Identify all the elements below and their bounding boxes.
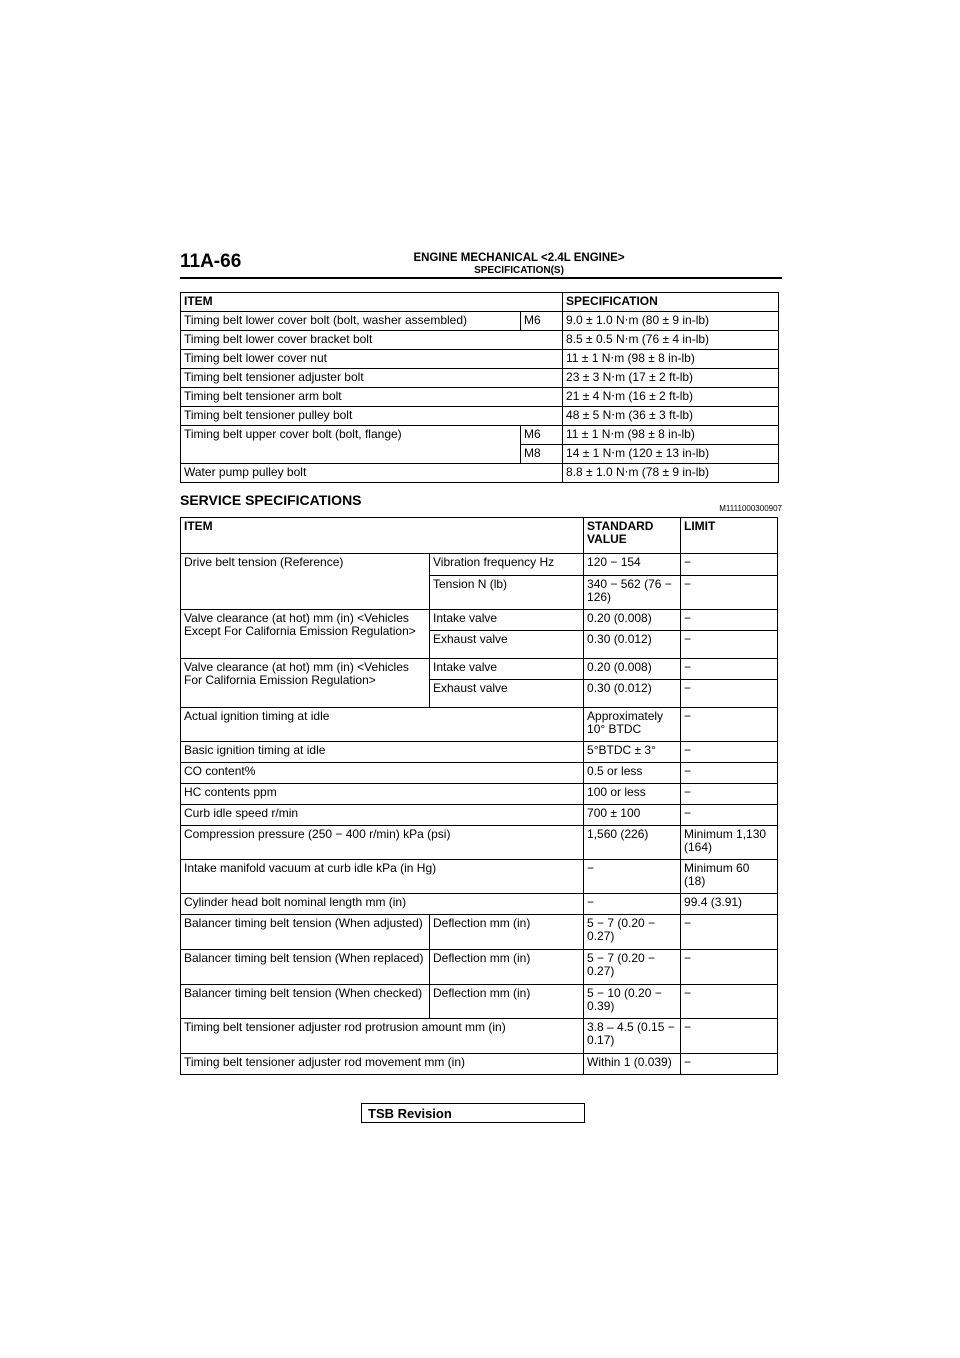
sub-item-cell: Vibration frequency Hz bbox=[430, 554, 584, 576]
table-row bbox=[181, 554, 778, 576]
table-row bbox=[181, 826, 778, 860]
standard-cell: 5 − 10 (0.20 − 0.39) bbox=[584, 985, 681, 1019]
page-number: 11A-66 bbox=[180, 251, 242, 272]
standard-cell: 0.20 (0.008) bbox=[584, 659, 681, 680]
header-cell-item: ITEM bbox=[181, 518, 584, 554]
table-row bbox=[181, 312, 779, 331]
item-cell: Intake manifold vacuum at curb idle kPa (in Hg) bbox=[181, 860, 584, 894]
standard-cell: 1,560 (226) bbox=[584, 826, 681, 860]
limit-cell: Minimum 1,130 (164) bbox=[681, 826, 778, 860]
tsb-revision-box: TSB Revision bbox=[361, 1103, 585, 1123]
chapter-title: ENGINE MECHANICAL <2.4L ENGINE> bbox=[413, 252, 625, 264]
table-row bbox=[181, 369, 779, 388]
table-row bbox=[181, 894, 778, 915]
item-cell bbox=[181, 445, 521, 464]
limit-cell: − bbox=[681, 784, 778, 805]
table-row bbox=[181, 985, 778, 1019]
spec-cell: 8.8 ± 1.0 N⋅m (78 ± 9 in-lb) bbox=[563, 464, 779, 483]
limit-cell: − bbox=[681, 763, 778, 784]
limit-cell: − bbox=[681, 631, 778, 659]
standard-cell: 0.30 (0.012) bbox=[584, 680, 681, 708]
spec-cell: 11 ± 1 N⋅m (98 ± 8 in-lb) bbox=[563, 350, 779, 369]
table-row bbox=[181, 950, 778, 985]
limit-cell: Minimum 60 (18) bbox=[681, 860, 778, 894]
table-header-row bbox=[181, 518, 778, 554]
standard-cell: 340 − 562 (76 − 126) bbox=[584, 576, 681, 610]
limit-cell: − bbox=[681, 680, 778, 708]
item-cell: Cylinder head bolt nominal length mm (in) bbox=[181, 894, 584, 915]
header-cell-limit: LIMIT bbox=[681, 518, 778, 554]
table-row bbox=[181, 915, 778, 950]
header-cell-standard: STANDARD VALUE bbox=[584, 518, 681, 554]
item-cell: Timing belt upper cover bolt (bolt, flange) bbox=[181, 426, 521, 445]
item-cell: Valve clearance (at hot) mm (in) <Vehicles For California Emission Regulation> bbox=[181, 659, 430, 708]
standard-cell: 700 ± 100 bbox=[584, 805, 681, 826]
sub-item-cell: Intake valve bbox=[430, 659, 584, 680]
spec-cell: 9.0 ± 1.0 N⋅m (80 ± 9 in-lb) bbox=[563, 312, 779, 331]
table-header-row bbox=[181, 293, 779, 312]
sub-item-cell: Tension N (lb) bbox=[430, 576, 584, 610]
spec-cell: 8.5 ± 0.5 N⋅m (76 ± 4 in-lb) bbox=[563, 331, 779, 350]
limit-cell: − bbox=[681, 805, 778, 826]
item-cell: Timing belt tensioner pulley bolt bbox=[181, 407, 563, 426]
section-subtitle: SPECIFICATION(S) bbox=[474, 265, 564, 276]
standard-cell: 0.5 or less bbox=[584, 763, 681, 784]
table-row bbox=[181, 1019, 778, 1054]
item-cell: Timing belt tensioner adjuster rod protrusion amount mm (in) bbox=[181, 1019, 584, 1054]
standard-cell: 120 − 154 bbox=[584, 554, 681, 576]
limit-cell: − bbox=[681, 610, 778, 631]
sub-item-cell: Intake valve bbox=[430, 610, 584, 631]
limit-cell: − bbox=[681, 659, 778, 680]
spec-cell: 21 ± 4 N⋅m (16 ± 2 ft-lb) bbox=[563, 388, 779, 407]
sub-item-cell: Exhaust valve bbox=[430, 631, 584, 659]
sub-item-cell: Deflection mm (in) bbox=[430, 950, 584, 985]
item-cell: Actual ignition timing at idle bbox=[181, 708, 584, 742]
size-cell: M6 bbox=[521, 312, 563, 331]
table-row bbox=[181, 331, 779, 350]
size-cell: M8 bbox=[521, 445, 563, 464]
table-row bbox=[181, 610, 778, 631]
table-row bbox=[181, 407, 779, 426]
limit-cell: − bbox=[681, 985, 778, 1019]
limit-cell: − bbox=[681, 915, 778, 950]
sub-item-cell: Deflection mm (in) bbox=[430, 985, 584, 1019]
header-cell-spec: SPECIFICATION bbox=[563, 293, 779, 312]
table-row bbox=[181, 426, 779, 445]
table-row bbox=[181, 388, 779, 407]
standard-cell: 100 or less bbox=[584, 784, 681, 805]
limit-cell: − bbox=[681, 742, 778, 763]
standard-cell: − bbox=[584, 894, 681, 915]
table-row bbox=[181, 708, 778, 742]
item-cell: Basic ignition timing at idle bbox=[181, 742, 584, 763]
standard-cell: 5°BTDC ± 3° bbox=[584, 742, 681, 763]
item-cell: Timing belt lower cover bolt (bolt, washer assembled) bbox=[181, 312, 521, 331]
limit-cell: − bbox=[681, 554, 778, 576]
limit-cell: − bbox=[681, 708, 778, 742]
standard-cell: 0.30 (0.012) bbox=[584, 631, 681, 659]
table-row bbox=[181, 763, 778, 784]
item-cell: Curb idle speed r/min bbox=[181, 805, 584, 826]
item-cell: Timing belt tensioner arm bolt bbox=[181, 388, 563, 407]
item-cell: Drive belt tension (Reference) bbox=[181, 554, 430, 610]
spec-cell: 14 ± 1 N⋅m (120 ± 13 in-lb) bbox=[563, 445, 779, 464]
standard-cell: 0.20 (0.008) bbox=[584, 610, 681, 631]
table-row bbox=[181, 860, 778, 894]
item-cell: Water pump pulley bolt bbox=[181, 464, 563, 483]
table-row bbox=[181, 659, 778, 680]
spec-cell: 48 ± 5 N⋅m (36 ± 3 ft-lb) bbox=[563, 407, 779, 426]
table-row bbox=[181, 784, 778, 805]
item-cell: CO content% bbox=[181, 763, 584, 784]
item-cell: Compression pressure (250 − 400 r/min) kPa (psi) bbox=[181, 826, 584, 860]
table-row bbox=[181, 1054, 778, 1075]
sub-item-cell: Exhaust valve bbox=[430, 680, 584, 708]
spec-cell: 23 ± 3 N⋅m (17 ± 2 ft-lb) bbox=[563, 369, 779, 388]
document-code: M1111000300907 bbox=[719, 504, 782, 513]
item-cell: Valve clearance (at hot) mm (in) <Vehicles Except For California Emission Regulation> bbox=[181, 610, 430, 659]
standard-cell: Approximately 10° BTDC bbox=[584, 708, 681, 742]
item-cell: Balancer timing belt tension (When adjusted) bbox=[181, 915, 430, 950]
limit-cell: 99.4 (3.91) bbox=[681, 894, 778, 915]
size-cell: M6 bbox=[521, 426, 563, 445]
item-cell: Timing belt lower cover bracket bolt bbox=[181, 331, 563, 350]
limit-cell: − bbox=[681, 576, 778, 610]
item-cell: Balancer timing belt tension (When replaced) bbox=[181, 950, 430, 985]
limit-cell: − bbox=[681, 1019, 778, 1054]
item-cell: HC contents ppm bbox=[181, 784, 584, 805]
table-row bbox=[181, 464, 779, 483]
table-row bbox=[181, 445, 779, 464]
header-rule bbox=[180, 277, 782, 279]
torque-spec-table bbox=[180, 292, 779, 483]
table-row bbox=[181, 350, 779, 369]
table-row bbox=[181, 805, 778, 826]
header-cell-item: ITEM bbox=[181, 293, 563, 312]
item-cell: Timing belt lower cover nut bbox=[181, 350, 563, 369]
service-spec-table bbox=[180, 517, 778, 1075]
limit-cell: − bbox=[681, 1054, 778, 1075]
item-cell: Timing belt tensioner adjuster rod movement mm (in) bbox=[181, 1054, 584, 1075]
standard-cell: 5 − 7 (0.20 − 0.27) bbox=[584, 950, 681, 985]
item-cell: Balancer timing belt tension (When checked) bbox=[181, 985, 430, 1019]
limit-cell: − bbox=[681, 950, 778, 985]
spec-cell: 11 ± 1 N⋅m (98 ± 8 in-lb) bbox=[563, 426, 779, 445]
sub-item-cell: Deflection mm (in) bbox=[430, 915, 584, 950]
standard-cell: − bbox=[584, 860, 681, 894]
section-title: SERVICE SPECIFICATIONS bbox=[180, 492, 362, 508]
table-row bbox=[181, 742, 778, 763]
standard-cell: Within 1 (0.039) bbox=[584, 1054, 681, 1075]
item-cell: Timing belt tensioner adjuster bolt bbox=[181, 369, 563, 388]
standard-cell: 3.8 – 4.5 (0.15 − 0.17) bbox=[584, 1019, 681, 1054]
standard-cell: 5 − 7 (0.20 − 0.27) bbox=[584, 915, 681, 950]
